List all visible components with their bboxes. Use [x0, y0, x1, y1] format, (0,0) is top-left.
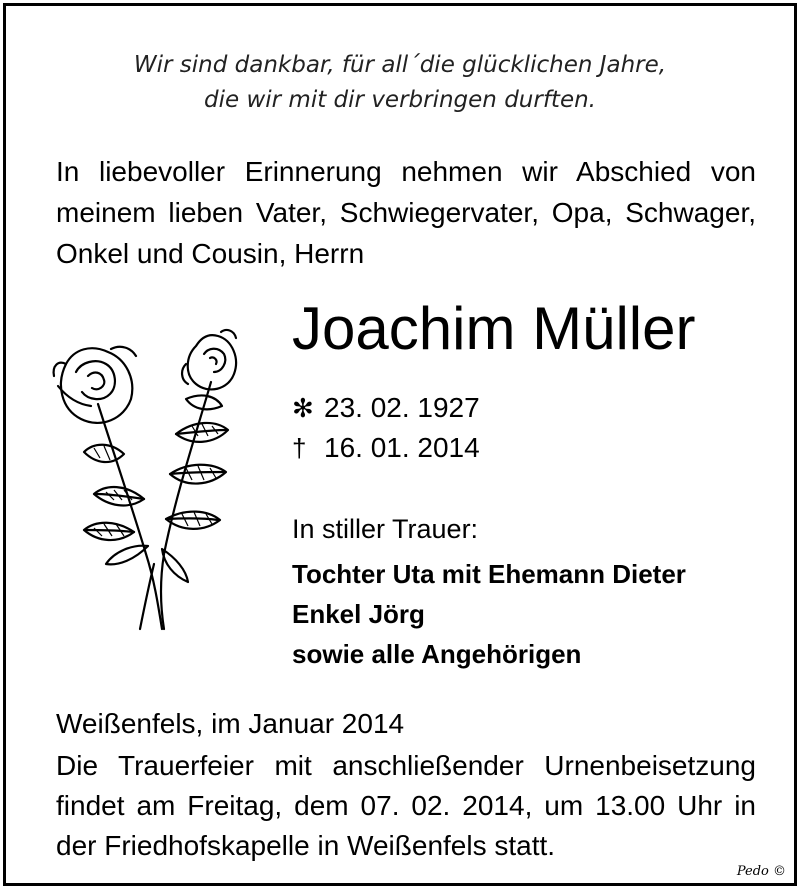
quote-line-1: Wir sind dankbar, für all´die glücklichen Jahre,	[133, 52, 667, 78]
intro-line-2: meinem lieben Vater, Schwiegervater, Opa, Schwager,	[56, 197, 756, 228]
funeral-line-3: der Friedhofskapelle in Weißenfels statt.	[56, 830, 556, 861]
funeral-line-1: Die Trauerfeier mit anschließender Urnenbeisetzung	[56, 750, 756, 781]
place-date: Weißenfels, im Januar 2014	[56, 708, 405, 739]
life-dates	[292, 388, 480, 468]
birth-star-icon: ✻	[292, 393, 314, 423]
mourners-list	[292, 554, 686, 674]
credit-mark: Pedo ©	[736, 864, 786, 879]
quote-line-2: die wir mit dir verbringen durften.	[204, 87, 596, 113]
funeral-line-2: findet am Freitag, dem 07. 02. 2014, um 13.00 Uhr in	[56, 790, 756, 821]
deceased-name: Joachim Müller	[292, 295, 696, 362]
intro-line-1: In liebevoller Erinnerung nehmen wir Abschied von	[56, 156, 756, 187]
death-date: 16. 01. 2014	[324, 432, 480, 463]
mourning-label: In stiller Trauer:	[292, 514, 479, 544]
death-date-row	[292, 428, 480, 468]
mourner-3: sowie alle Angehörigen	[292, 639, 582, 669]
mourner-1: Tochter Uta mit Ehemann Dieter	[292, 559, 686, 589]
birth-date-row	[292, 388, 480, 428]
death-cross-icon: †	[292, 433, 307, 463]
intro-line-3: Onkel und Cousin, Herrn	[56, 238, 365, 269]
mourner-2: Enkel Jörg	[292, 599, 425, 629]
funeral-info	[56, 746, 756, 866]
intro-text	[56, 151, 756, 274]
obituary-card	[3, 3, 797, 886]
rose-icon	[36, 324, 266, 634]
birth-date: 23. 02. 1927	[324, 392, 480, 423]
memorial-quote	[6, 48, 794, 118]
